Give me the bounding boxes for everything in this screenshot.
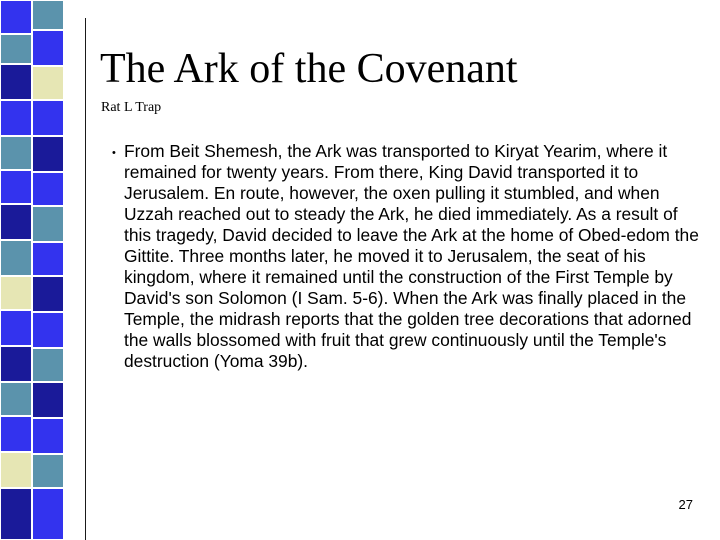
stripe-block bbox=[0, 64, 32, 100]
slide-subtitle: Rat L Trap bbox=[101, 100, 162, 115]
stripe-block bbox=[0, 204, 32, 240]
stripe-block bbox=[32, 0, 64, 30]
stripe-block bbox=[0, 0, 32, 34]
body-paragraph: From Beit Shemesh, the Ark was transported to Kiryat Yearim, where it remained for twenty years. From there, King David transported it to Jerusalem. En route, however, the oxen pulling it stumbled, and when Uzzah reached out to steady the Ark, he died immediately. As a result of this tragedy, David decided to leave the Ark at the home of Obed-edom the Gittite. Three months later, he moved it to Jerusalem, the seat of his kingdom, where it remained until the construction of the First Temple by David's son Solomon (I Sam. 5-6). When the Ark was finally placed in the Temple, the midrash reports that the golden tree decorations that adorned the walls blossomed with fruit that grew continuously until the Temple's destruction (Yoma 39b). bbox=[124, 141, 699, 371]
stripe-block bbox=[32, 276, 64, 312]
stripe-block bbox=[32, 206, 64, 242]
stripe-block bbox=[32, 348, 64, 382]
stripe-block bbox=[32, 172, 64, 206]
stripe-block bbox=[32, 30, 64, 66]
stripe-block bbox=[0, 136, 32, 170]
stripe-block bbox=[32, 382, 64, 418]
decorative-stripe bbox=[0, 0, 64, 540]
stripe-block bbox=[32, 312, 64, 348]
stripe-block bbox=[32, 66, 64, 100]
stripe-block bbox=[32, 488, 64, 540]
stripe-block bbox=[32, 100, 64, 136]
vertical-divider bbox=[85, 18, 86, 540]
stripe-block bbox=[0, 488, 32, 540]
stripe-block bbox=[32, 242, 64, 276]
stripe-block bbox=[32, 454, 64, 488]
stripe-block bbox=[0, 346, 32, 382]
stripe-block bbox=[32, 418, 64, 454]
stripe-block bbox=[0, 240, 32, 276]
stripe-block bbox=[0, 310, 32, 346]
stripe-block bbox=[0, 452, 32, 488]
bullet-icon: • bbox=[112, 147, 116, 159]
stripe-block bbox=[0, 276, 32, 310]
stripe-block bbox=[32, 136, 64, 172]
slide-title: The Ark of the Covenant bbox=[100, 46, 518, 92]
stripe-block bbox=[0, 382, 32, 416]
stripe-block bbox=[0, 416, 32, 452]
stripe-block bbox=[0, 170, 32, 204]
stripe-block bbox=[0, 34, 32, 64]
page-number: 27 bbox=[678, 497, 693, 512]
stripe-block bbox=[0, 100, 32, 136]
